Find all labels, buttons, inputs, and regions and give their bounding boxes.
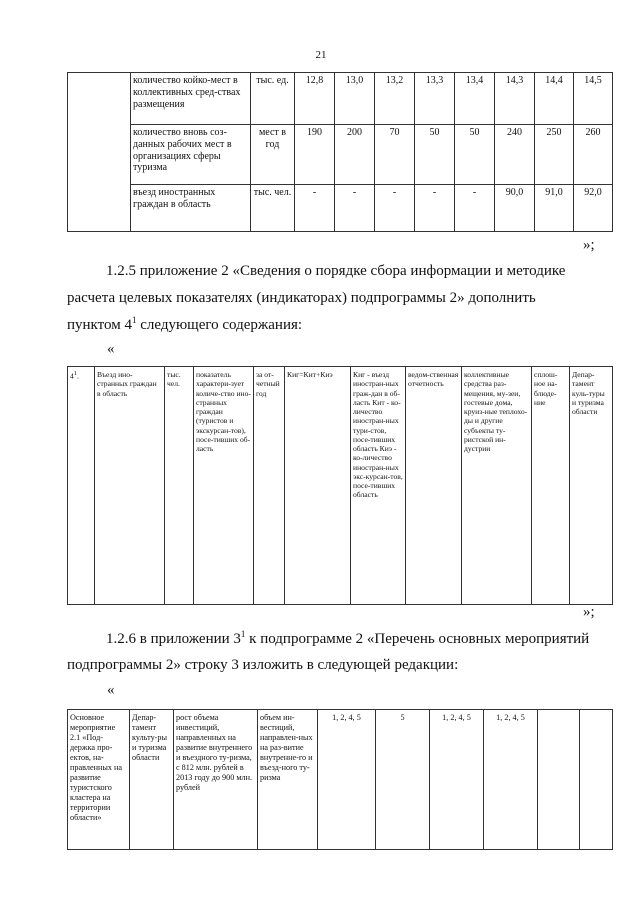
value-cell: 200: [335, 125, 375, 185]
number-dot: .: [76, 371, 79, 381]
executor-cell: Депар-тамент культу-ры и туризма области: [130, 710, 174, 850]
value-cell: -: [335, 185, 375, 232]
closing-quote: »;: [583, 237, 595, 253]
unit-cell: мест в год: [251, 125, 295, 185]
value-cell: 50: [415, 125, 455, 185]
methodology-table: [67, 366, 613, 605]
result-cell: рост объема инвестиций, направленных на развитие внутреннего и въездного ту-ризма, с 812 млн. рублей в 2013 году до 900 млн. рублей: [174, 710, 258, 850]
indicator-name: количество койко-мест в коллективных сред-ствах размещения: [131, 73, 251, 125]
indicator-name: Въезд ино-странных граждан в область: [95, 367, 165, 605]
unit-cell: тыс. ед.: [251, 73, 295, 125]
source-cell: коллективные средства раз-мещения, му-зеи, гостевые дома, круиз-ные теплохо-ды и другие субъекты ту-ристской ин-дустрии: [462, 367, 532, 605]
link-cell: 1, 2, 4, 5: [430, 710, 484, 850]
value-cell: 14,3: [495, 73, 535, 125]
paragraph-1-2-5-line2: расчета целевых показателях (индикаторах) подпрограммы 2» дополнить: [67, 290, 536, 306]
events-table: [67, 709, 613, 850]
value-cell: -: [415, 185, 455, 232]
value-cell: 14,4: [535, 73, 574, 125]
table-row: [68, 367, 613, 605]
value-cell: -: [455, 185, 495, 232]
value-cell: 260: [574, 125, 613, 185]
table-row: [68, 185, 613, 232]
opening-quote: «: [107, 341, 115, 357]
text-fragment: 1.2.6 в приложении 3: [106, 631, 241, 647]
number-text: 4: [70, 371, 74, 381]
paragraph-1-2-6-line1: [106, 629, 611, 648]
unit-cell: тыс. чел.: [165, 367, 194, 605]
superscript: 1: [73, 370, 77, 377]
paragraph-1-2-5-line1: 1.2.5 приложение 2 «Сведения о порядке сбора информации и методике: [106, 263, 566, 279]
superscript: 1: [131, 315, 137, 325]
value-cell: 13,4: [455, 73, 495, 125]
method-cell: ведом-ственная отчетность: [406, 367, 462, 605]
value-cell: 92,0: [574, 185, 613, 232]
link-cell: 1, 2, 4, 5: [484, 710, 538, 850]
text-fragment: пунктом 4: [67, 317, 132, 333]
row-number: [68, 367, 95, 605]
table-row: [68, 125, 613, 185]
page-number: 21: [315, 49, 327, 61]
value-cell: 13,0: [335, 73, 375, 125]
value-cell: 13,2: [375, 73, 415, 125]
opening-quote-2: «: [107, 682, 115, 698]
superscript: 1: [240, 629, 246, 639]
value-cell: 50: [455, 125, 495, 185]
value-cell: 14,5: [574, 73, 613, 125]
unit-cell: тыс. чел.: [251, 185, 295, 232]
indicators-table: [67, 72, 613, 232]
table-row: [68, 73, 613, 125]
value-cell: 190: [295, 125, 335, 185]
value-cell: 90,0: [495, 185, 535, 232]
period-cell: за от-четный год: [254, 367, 285, 605]
value-cell: 12,8: [295, 73, 335, 125]
table-row: [68, 710, 613, 850]
indicator-name: въезд иностранных граждан в область: [131, 185, 251, 232]
closing-quote-2: »;: [583, 604, 595, 620]
value-cell: -: [295, 185, 335, 232]
paragraph-1-2-6-line2: подпрограммы 2» строку 3 изложить в следующей редакции:: [67, 657, 459, 673]
value-cell: 240: [495, 125, 535, 185]
event-name: Основное мероприятие 2.1 «Под-держка про-ектов, на-правленных на развитие туристского кластера на территории области»: [68, 710, 130, 850]
table-cell-empty: [580, 710, 613, 850]
link-cell: 5: [376, 710, 430, 850]
value-cell: -: [375, 185, 415, 232]
indicator-name: количество вновь соз-данных рабочих мест в организациях сферы туризма: [131, 125, 251, 185]
value-cell: 250: [535, 125, 574, 185]
formula-description: Киг - въезд иностран-ных граж-дан в об-ласть Кит - ко-личество иностран-ных тури-стов, посе-тивших область Киэ - ко-личество иностран-ных экс-курсан-тов, посе-тивших область: [351, 367, 406, 605]
paragraph-1-2-5-line3: [67, 315, 607, 334]
value-cell: 70: [375, 125, 415, 185]
table-cell-empty: [68, 73, 131, 232]
text-fragment: к подпрограмме 2 «Перечень основных мероприятий: [245, 631, 590, 647]
definition-cell: показатель характери-зует количе-ство ино-странных граждан (туристов и экскурсан-тов), посе-тивших об-ласть: [194, 367, 254, 605]
responsible-cell: Депар-тамент куль-туры и туризма области: [570, 367, 613, 605]
formula-cell: Киг=Кит+Киэ: [285, 367, 351, 605]
text-fragment: следующего содержания:: [136, 317, 303, 333]
consequence-cell: объем ин-вестиций, направлен-ных на раз-витие внутренне-го и въезд-ного ту-ризма: [258, 710, 318, 850]
value-cell: 13,3: [415, 73, 455, 125]
value-cell: 91,0: [535, 185, 574, 232]
coverage-cell: сплош-ное на-блюде-ние: [532, 367, 570, 605]
table-cell-empty: [538, 710, 580, 850]
link-cell: 1, 2, 4, 5: [318, 710, 376, 850]
